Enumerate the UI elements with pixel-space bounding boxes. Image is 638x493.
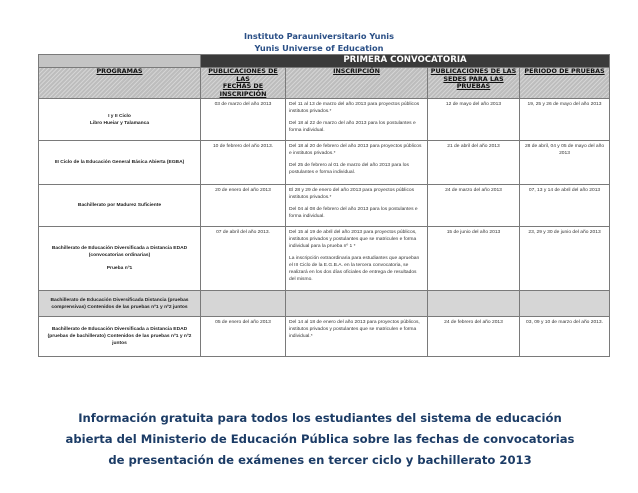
banner-row bbox=[39, 55, 610, 68]
registration-cell bbox=[286, 291, 428, 317]
venue-publication-cell: 24 de marzo del año 2013 bbox=[428, 185, 520, 227]
col-header-sedes: PUBLICACIONES DE LAS SEDES PARA LAS PRUEBAS bbox=[428, 68, 520, 99]
col-header-periodo: PERIODO DE PRUEBAS bbox=[520, 68, 610, 99]
registration-cell: El 28 y 29 de enero del año 2013 para proyectos públicos institutos privados.* Del 04 al 08 de febrero del año 2013 para los postulantes e forma individual. bbox=[286, 185, 428, 227]
venue-publication-cell: 21 de abril del año 2013 bbox=[428, 141, 520, 185]
table-row bbox=[39, 227, 610, 291]
venue-publication-cell: 15 de junio del año 2013 bbox=[428, 227, 520, 291]
registration-cell: Del 14 al 18 de enero del año 2013 para proyectos públicos, institutos privados y postulantes que se matriculen e forma individual.* bbox=[286, 317, 428, 357]
table-row bbox=[39, 291, 610, 317]
test-period-cell: 19, 25 y 26 de mayo del año 2013 bbox=[520, 99, 610, 141]
table-row bbox=[39, 141, 610, 185]
table-row bbox=[39, 185, 610, 227]
column-header-row bbox=[39, 68, 610, 99]
col-header-publicaciones: PUBLICACIONES DE LAS FECHAS DE INSCRIPCIÓN bbox=[201, 68, 286, 99]
venue-publication-cell bbox=[428, 291, 520, 317]
publication-date-cell bbox=[201, 291, 286, 317]
col-header-programas: PROGRAMAS bbox=[39, 68, 201, 99]
program-cell: III Ciclo de la Educación General Básica Abierta (EGBA) bbox=[39, 141, 201, 185]
program-cell: Bachillerato por Madurez Suficiente bbox=[39, 185, 201, 227]
test-period-cell bbox=[520, 291, 610, 317]
registration-cell: Del 18 al 20 de febrero del año 2013 para proyectos públicos e institutos privados.* Del 25 de febrero al 01 de marzo del año 2013 para los postulantes e forma individual. bbox=[286, 141, 428, 185]
program-cell: Bachillerato de Educación Diversificada Distancia (pruebas comprensivas) Contenidos de las pruebas nº1 y nº2 juntos bbox=[39, 291, 201, 317]
test-period-cell: 07, 13 y 14 de abril del año 2013 bbox=[520, 185, 610, 227]
program-cell: Bachillerato de Educación Diversificada a Distancia EDAD (convocatorias ordinarias) Prueba nº1 bbox=[39, 227, 201, 291]
registration-cell: Del 11 al 13 de marzo del año 2013 para proyectos públicos institutos privados.* Del 18 al 22 de marzo del año 2013 para los postulantes e forma individual. bbox=[286, 99, 428, 141]
footer-line: abierta del Ministerio de Educación Pública sobre las fechas de convocatorias bbox=[65, 432, 575, 446]
banner-spacer bbox=[39, 55, 201, 68]
program-cell: I y II Ciclo Libro Hueiar y Talamanca bbox=[39, 99, 201, 141]
venue-publication-cell: 12 de mayo del año 2013 bbox=[428, 99, 520, 141]
table-row bbox=[39, 99, 610, 141]
convocatoria-banner: PRIMERA CONVOCATORIA bbox=[201, 55, 610, 68]
test-period-cell: 23, 29 y 30 de junio del año 2013 bbox=[520, 227, 610, 291]
footer-line: de presentación de exámenes en tercer ciclo y bachillerato 2013 bbox=[108, 453, 532, 467]
institute-subtitle: Yunis Universe of Education bbox=[254, 43, 384, 53]
footer-notice bbox=[40, 408, 600, 471]
publication-date-cell: 03 de marzo del año 2013 bbox=[201, 99, 286, 141]
table-row bbox=[39, 317, 610, 357]
registration-cell: Del 15 al 19 de abril del año 2013 para proyectos públicos, institutos privados y postulantes que se matriculen e forma individual para la prueba nº 1 * La inscripción extraordinaria para estudiantes que aprueban el III Ciclo de la E.G.B.A. en la tercera convocatoria, se realizará en los dos días oficiales de entrega de resultados del mismo. bbox=[286, 227, 428, 291]
venue-publication-cell: 24 de febrero del año 2013 bbox=[428, 317, 520, 357]
program-cell: Bachillerato de Educación Diversificada a Distancia EDAD (pruebas de bachillerato) Contenidos de las pruebas nº1 y nº2 juntos bbox=[39, 317, 201, 357]
test-period-cell: 28 de abril, 04 y 05 de mayo del año 2013 bbox=[520, 141, 610, 185]
calendar-table bbox=[38, 54, 610, 357]
col-header-inscripcion: INSCRIPCIÓN bbox=[286, 68, 428, 99]
footer-line: Información gratuita para todos los estudiantes del sistema de educación bbox=[78, 411, 562, 425]
test-period-cell: 03, 09 y 10 de marzo del año 2013. bbox=[520, 317, 610, 357]
publication-date-cell: 07 de abril del año 2013. bbox=[201, 227, 286, 291]
publication-date-cell: 20 de enero del año 2013 bbox=[201, 185, 286, 227]
publication-date-cell: 10 de febrero del año 2013. bbox=[201, 141, 286, 185]
publication-date-cell: 05 de enero del año 2013 bbox=[201, 317, 286, 357]
institute-name: Instituto Parauniversitario Yunis bbox=[244, 31, 394, 41]
